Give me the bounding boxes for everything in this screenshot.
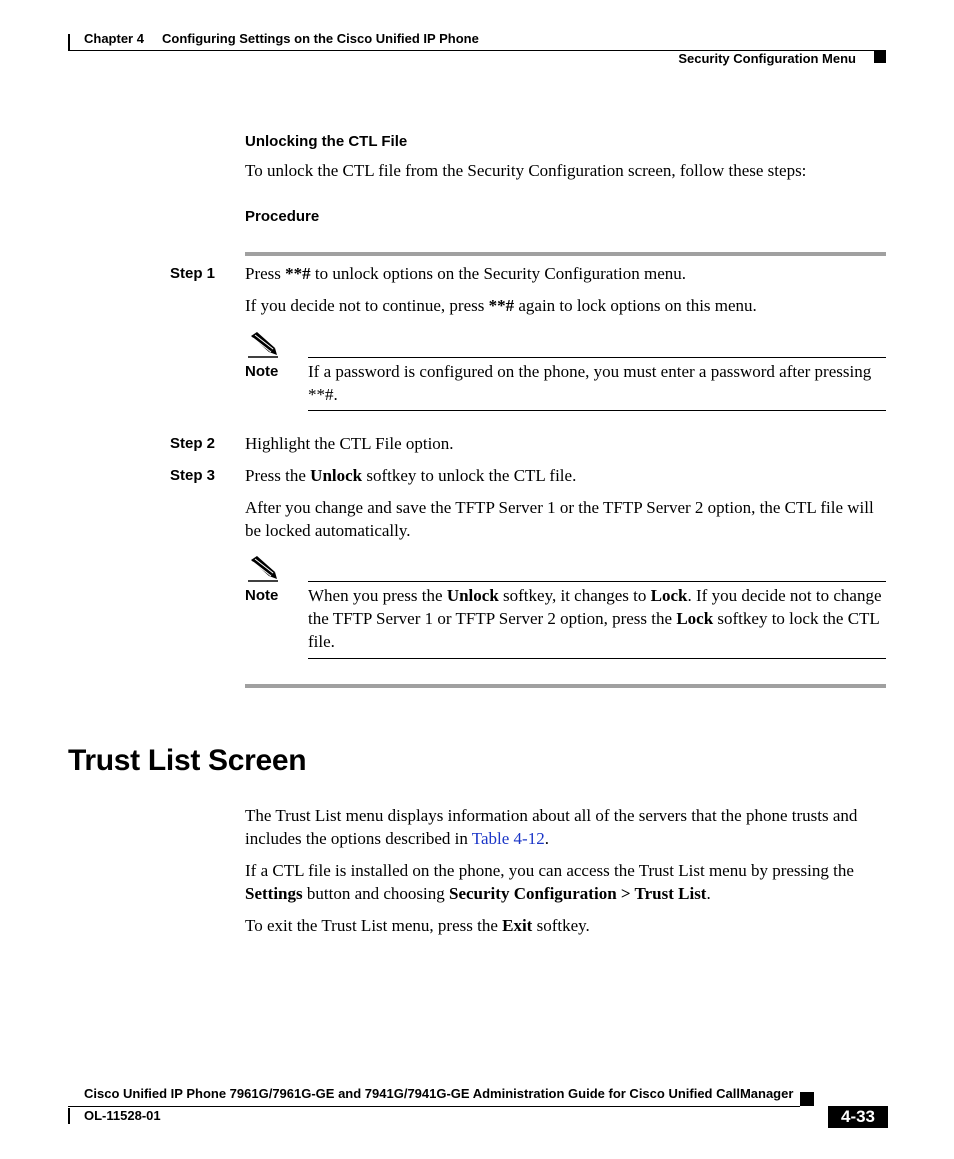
note-2-bottom-rule [308,658,886,659]
table-reference-link[interactable]: Table 4-12 [471,829,545,848]
trust-paragraph-2 [245,859,890,905]
note-1-text: If a password is configured on the phone, you must enter a password after pressing **#. [308,362,872,404]
text-run: When you press the [308,586,447,605]
text-run: softkey, it changes to [498,586,651,605]
header-section: Security Configuration Menu [678,51,856,66]
text-run: softkey. [532,916,590,935]
text-run: To exit the Trust List menu, press the [245,916,503,935]
step-2-label: Step 2 [170,435,216,452]
procedure-top-rule [245,252,886,256]
note-pencil-icon [247,554,279,582]
note-2-text [308,584,888,653]
page-number: 4-33 [828,1106,888,1128]
text-run: button and choosing [302,884,450,903]
header-chapter-title: Configuring Settings on the Cisco Unified IP Phone [162,31,479,46]
trust-paragraph-1 [245,804,887,850]
text-run: If a CTL file is installed on the phone, you can access the Trust List menu by pressing the [245,861,854,880]
section-heading: Trust List Screen [68,744,307,777]
header-square [874,51,886,63]
note-pencil-icon [247,330,279,358]
step-2-text: Highlight the CTL File option. [245,434,454,453]
footer-doc-number: OL-11528-01 [84,1108,161,1123]
text-run: . If you decide not to change the TFTP Server 1 or TFTP Server 2 option, press the [308,586,882,628]
procedure-heading: Procedure [245,208,320,225]
text-run: softkey to lock the CTL file. [308,609,880,651]
text-run: to unlock options on the Security Configuration menu. [310,264,687,283]
step-1-continue-text [245,294,895,317]
text-run: Press the [245,466,311,485]
footer-rule [68,1106,800,1107]
unlock-intro: To unlock the CTL file from the Security Configuration screen, follow these steps: [245,161,807,180]
note-1-bottom-rule [308,410,886,411]
note-1-top-rule [308,357,886,358]
note-2-label: Note [245,587,279,604]
text-run: softkey to unlock the CTL file. [362,466,577,485]
text-run-bold: **# [488,296,515,315]
text-run-bold: Unlock [310,466,363,485]
text-run-bold: Lock [676,609,714,628]
text-run: The Trust List menu displays information about all of the servers that the phone trusts and includes the options described in [245,806,858,848]
text-run: Press [245,264,286,283]
text-run: If you decide not to continue, press [245,296,489,315]
step-3-text [245,464,895,487]
subsection-heading: Unlocking the CTL File [245,133,408,150]
text-run: . [544,829,549,848]
step-3-label: Step 3 [170,467,216,484]
step-1-label: Step 1 [170,265,216,282]
footer-title: Cisco Unified IP Phone 7961G/7961G-GE and 7941G/7941G-GE Administration Guide for Cisco Unified CallManager [84,1086,794,1101]
trust-paragraph-3 [245,914,887,937]
footer-left-bar [68,1108,70,1124]
procedure-bottom-rule [245,684,886,688]
text-run-bold: Lock [650,586,688,605]
text-run-bold: Unlock [446,586,499,605]
note-1-label: Note [245,363,279,380]
step-3-paragraph: After you change and save the TFTP Server 1 or the TFTP Server 2 option, the CTL file will be locked automatically. [245,498,874,540]
text-run-bold: Security Configuration > Trust List [449,884,707,903]
header-left-bar [68,34,70,50]
text-run-bold: **# [285,264,311,283]
footer-page-box [800,1092,888,1128]
text-run-bold: Exit [502,916,533,935]
text-run-bold: Settings [245,884,303,903]
note-2-top-rule [308,581,886,582]
footer-square [800,1092,814,1106]
header-chapter: Chapter 4 [84,31,144,46]
step-1-text [245,262,895,285]
text-run: . [706,884,711,903]
text-run: again to lock options on this menu. [514,296,757,315]
